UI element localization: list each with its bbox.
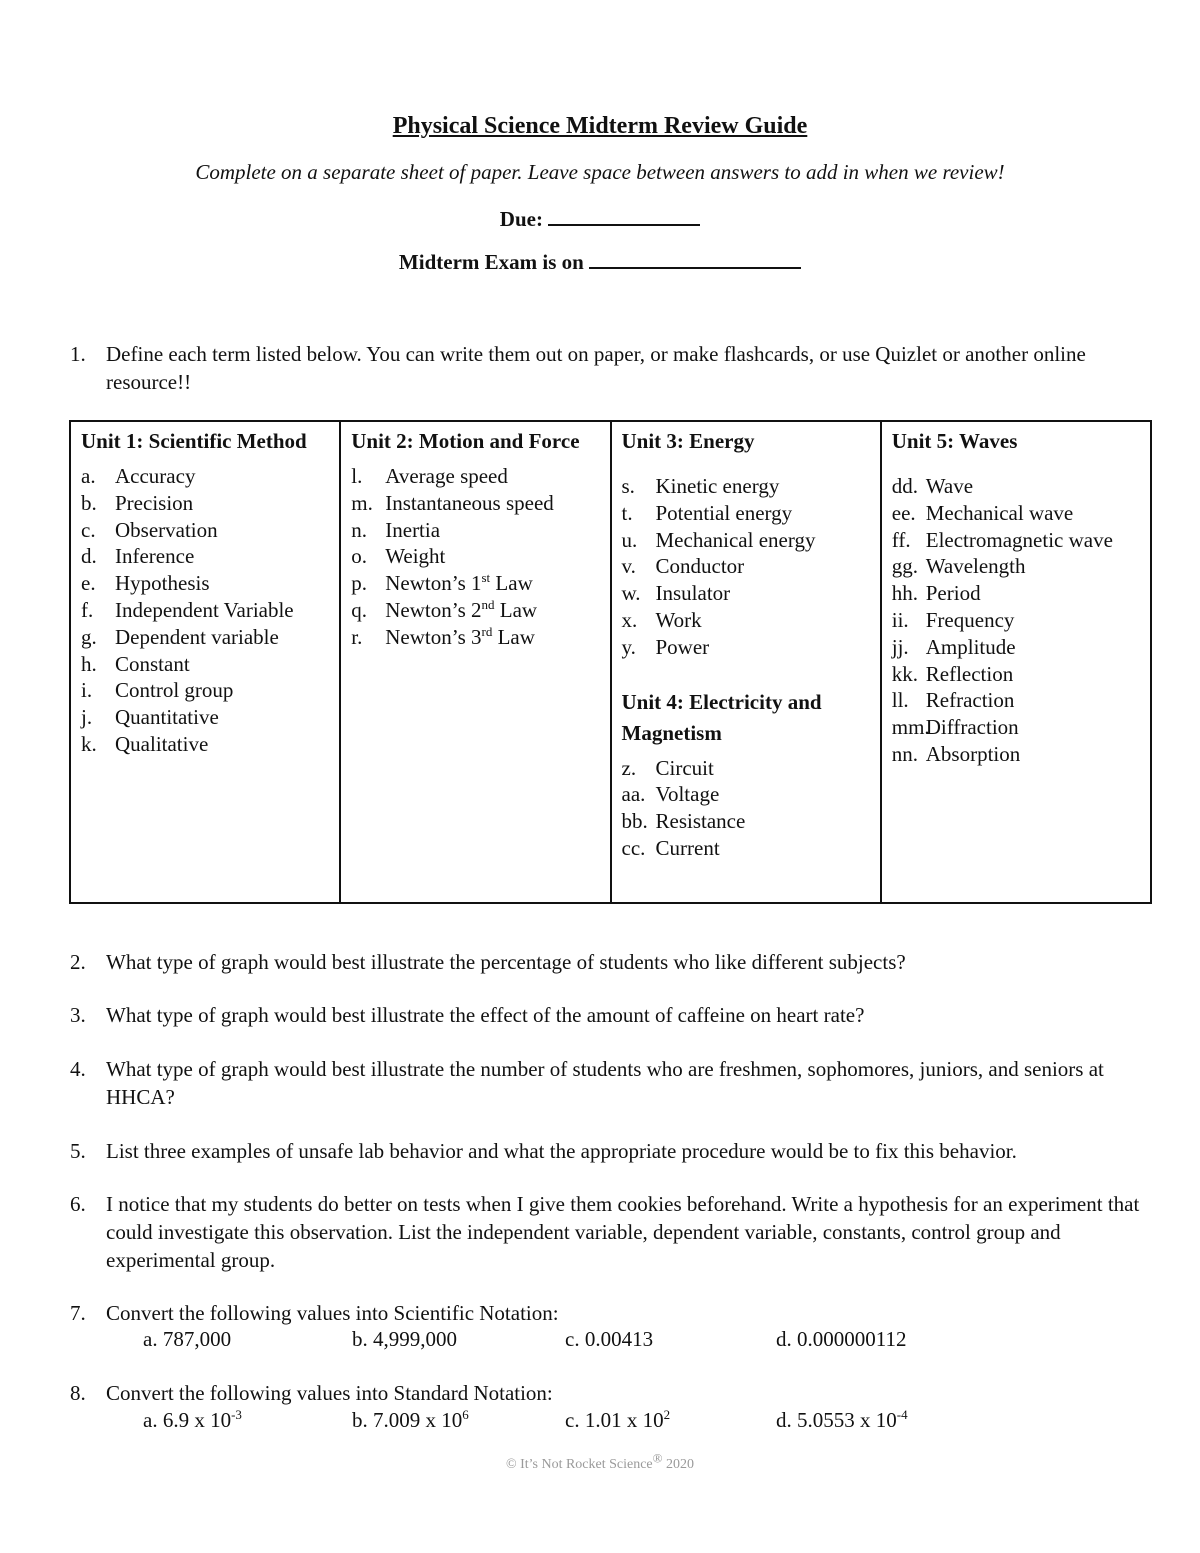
q7-item-d: d. 0.000000112	[776, 1327, 907, 1351]
term-text: Mechanical wave	[925, 500, 1074, 525]
term-item	[81, 677, 329, 704]
ordinal-suffix: nd	[481, 596, 495, 612]
term-text-suffix: Law	[492, 624, 535, 649]
q8-item-a	[143, 1408, 242, 1433]
unit-3-list	[622, 473, 870, 661]
term-text: Precision	[115, 490, 194, 515]
unit-2-list	[351, 463, 599, 651]
question-number: 7.	[70, 1301, 86, 1325]
term-item	[81, 570, 329, 597]
term-item	[81, 651, 329, 678]
term-item	[622, 500, 870, 527]
term-letter: w.	[621, 581, 641, 606]
q8-a-base: a. 6.9 x 10	[143, 1408, 232, 1432]
term-letter: y.	[621, 634, 636, 659]
term-text: Newton’s 3	[385, 624, 482, 649]
term-item	[351, 543, 599, 570]
term-item	[81, 597, 329, 624]
term-item	[892, 500, 1140, 527]
term-letter: c.	[81, 517, 96, 542]
term-letter: k.	[81, 731, 97, 756]
q8-c-base: c. 1.01 x 10	[565, 1408, 664, 1432]
term-item	[81, 517, 329, 544]
term-letter: i.	[81, 678, 93, 703]
term-letter: s.	[621, 474, 635, 498]
term-letter: e.	[81, 571, 96, 596]
term-letter: nn.	[891, 741, 918, 766]
term-text: Conductor	[655, 554, 745, 579]
unit-1-list	[81, 463, 329, 758]
ordinal-suffix: st	[481, 570, 491, 586]
question-number: 4.	[70, 1057, 86, 1081]
question-6	[70, 1190, 1150, 1274]
question-text: I notice that my students do better on tests when I give them cookies beforehand. Write a hypothesis for an experiment that could investigate this observation. List the independent variable, dependent variable, constants, control group and experimental group.	[106, 1192, 1140, 1272]
term-letter: m.	[351, 490, 373, 515]
unit-terms-table	[69, 420, 1152, 904]
term-text: Wave	[925, 474, 974, 498]
term-item	[892, 714, 1140, 741]
term-item	[892, 607, 1140, 634]
term-text-suffix: Law	[494, 597, 538, 622]
due-line	[0, 204, 1200, 232]
term-letter: u.	[621, 527, 638, 552]
term-item	[892, 527, 1140, 554]
question-text: Convert the following values into Standard Notation:	[106, 1381, 553, 1405]
term-item	[622, 580, 870, 607]
unit-4-list	[622, 755, 870, 862]
term-text: Quantitative	[115, 705, 219, 730]
term-text: Control group	[115, 678, 234, 703]
question-8	[70, 1379, 1150, 1407]
term-item	[622, 473, 870, 500]
unit-5-title: Unit 5: Waves	[891, 429, 1018, 453]
term-text: Potential energy	[655, 500, 793, 525]
instructions: Complete on a separate sheet of paper. Leave space between answers to add in when we review!	[195, 160, 1005, 184]
term-letter: f.	[81, 597, 94, 622]
question-text: What type of graph would best illustrate the effect of the amount of caffeine on heart rate?	[106, 1003, 865, 1027]
term-item	[892, 580, 1140, 607]
term-item	[351, 624, 599, 651]
question-4	[70, 1055, 1150, 1111]
term-text-suffix: Law	[490, 571, 533, 596]
term-letter: g.	[81, 624, 97, 649]
question-text: List three examples of unsafe lab behavior and what the appropriate procedure would be to fix this behavior.	[106, 1139, 1017, 1163]
exam-line	[0, 247, 1200, 275]
term-text: Frequency	[925, 607, 1015, 632]
term-text: Power	[655, 634, 710, 659]
footer-year: 2020	[662, 1457, 695, 1472]
term-letter: aa.	[621, 782, 646, 807]
term-item	[81, 704, 329, 731]
term-item	[81, 624, 329, 651]
question-text: What type of graph would best illustrate the number of students who are freshmen, sophomores, juniors, and seniors at HHCA?	[106, 1057, 1104, 1109]
term-letter: ff.	[891, 527, 911, 552]
term-text: Newton’s 1	[385, 571, 482, 596]
term-item	[81, 490, 329, 517]
term-text: Reflection	[925, 661, 1014, 686]
question-5	[70, 1137, 1150, 1165]
term-item	[81, 463, 329, 490]
term-text: Diffraction	[925, 715, 1019, 740]
question-text: Define each term listed below. You can write them out on paper, or make flashcards, or use Quizlet or another online resource!!	[106, 342, 1086, 394]
term-item	[892, 634, 1140, 661]
unit-3-title: Unit 3: Energy	[621, 429, 755, 453]
term-text: Electromagnetic wave	[925, 527, 1113, 552]
term-text: Wavelength	[925, 554, 1026, 579]
exam-label: Midterm Exam is on	[398, 250, 584, 274]
term-letter: o.	[351, 544, 367, 569]
q8-b-base: b. 7.009 x 10	[352, 1408, 463, 1432]
term-item	[351, 463, 599, 490]
unit-1-cell	[70, 421, 340, 903]
term-item	[351, 597, 599, 624]
term-letter: t.	[621, 500, 633, 525]
term-text: Refraction	[925, 688, 1015, 713]
term-letter: dd.	[891, 474, 918, 498]
q8-b-exponent: 6	[462, 1407, 469, 1422]
term-item	[892, 553, 1140, 580]
page-title: Physical Science Midterm Review Guide	[392, 113, 808, 139]
term-text: Inertia	[385, 517, 441, 542]
term-item	[351, 570, 599, 597]
q7-item-c: c. 0.00413	[565, 1327, 654, 1351]
term-item	[622, 781, 870, 808]
unit-3-4-cell	[611, 421, 881, 903]
term-letter: ll.	[891, 688, 909, 713]
term-letter: d.	[81, 544, 97, 569]
term-text: Amplitude	[925, 634, 1016, 659]
term-text: Qualitative	[115, 731, 209, 756]
term-letter: ee.	[891, 500, 916, 525]
copyright-footer	[0, 1450, 1200, 1473]
q8-a-exponent: -3	[231, 1407, 242, 1422]
question-text: Convert the following values into Scientific Notation:	[106, 1301, 559, 1325]
q8-item-d	[776, 1408, 908, 1433]
exam-blank	[589, 247, 801, 269]
term-text: Weight	[385, 544, 446, 569]
question-number: 5.	[70, 1139, 86, 1163]
term-letter: v.	[621, 554, 636, 579]
term-text: Mechanical energy	[655, 527, 816, 552]
term-item	[81, 731, 329, 758]
term-text: Average speed	[385, 464, 508, 488]
question-text: What type of graph would best illustrate the percentage of students who like different subjects?	[106, 950, 906, 974]
term-letter: z.	[621, 755, 637, 780]
unit-4-title: Unit 4: Electricity and Magnetism	[621, 689, 822, 745]
question-3	[70, 1001, 1150, 1029]
footer-text: © It’s Not Rocket Science	[505, 1457, 653, 1472]
term-text: Resistance	[655, 809, 746, 834]
term-item	[892, 687, 1140, 714]
term-letter: n.	[351, 517, 367, 542]
term-letter: cc.	[621, 835, 646, 860]
term-letter: h.	[81, 651, 97, 676]
term-text: Insulator	[655, 581, 731, 606]
term-text: Accuracy	[115, 464, 196, 488]
term-item	[622, 835, 870, 862]
term-item	[892, 741, 1140, 768]
term-text: Period	[925, 581, 981, 606]
term-item	[622, 607, 870, 634]
term-text: Constant	[115, 651, 190, 676]
q7-item-a: a. 787,000	[143, 1327, 232, 1351]
term-item	[351, 490, 599, 517]
q7-item-b: b. 4,999,000	[352, 1327, 457, 1351]
term-letter: mm.	[891, 715, 930, 740]
due-label: Due:	[499, 207, 543, 231]
term-letter: hh.	[891, 581, 918, 606]
term-text: Independent Variable	[115, 597, 294, 622]
term-letter: ii.	[891, 607, 909, 632]
unit-2-title: Unit 2: Motion and Force	[351, 429, 580, 453]
term-text: Work	[655, 607, 702, 632]
term-letter: bb.	[621, 809, 648, 834]
term-item	[622, 527, 870, 554]
term-letter: l.	[351, 464, 363, 488]
question-2	[70, 948, 1150, 976]
term-text: Instantaneous speed	[385, 490, 554, 515]
term-letter: b.	[81, 490, 97, 515]
term-item	[351, 517, 599, 544]
question-number: 2.	[70, 950, 86, 974]
term-text: Circuit	[655, 755, 714, 780]
term-letter: j.	[81, 705, 93, 730]
term-text: Observation	[115, 517, 218, 542]
term-letter: a.	[81, 464, 96, 488]
term-text: Inference	[115, 544, 195, 569]
question-number: 3.	[70, 1003, 86, 1027]
question-number: 8.	[70, 1381, 86, 1405]
term-item	[892, 473, 1140, 500]
question-1	[70, 340, 1150, 396]
unit-5-cell	[881, 421, 1151, 903]
due-blank	[548, 204, 700, 226]
term-text: Voltage	[655, 782, 720, 807]
q8-c-exponent: 2	[663, 1407, 671, 1422]
question-number: 1.	[70, 342, 86, 366]
q8-d-base: d. 5.0553 x 10	[776, 1408, 897, 1432]
term-letter: r.	[351, 624, 363, 649]
term-text: Dependent variable	[115, 624, 279, 649]
term-item	[622, 634, 870, 661]
term-text: Current	[655, 835, 720, 860]
term-letter: q.	[351, 597, 367, 622]
unit-2-cell	[340, 421, 610, 903]
term-item	[81, 543, 329, 570]
term-text: Absorption	[925, 741, 1021, 766]
term-letter: p.	[351, 571, 367, 596]
footer-mark: ®	[652, 1450, 663, 1466]
term-letter: gg.	[891, 554, 918, 579]
question-7	[70, 1299, 1150, 1327]
term-letter: jj.	[891, 634, 909, 659]
q8-item-b	[352, 1408, 469, 1433]
term-text: Newton’s 2	[385, 597, 482, 622]
question-number: 6.	[70, 1192, 86, 1216]
unit-5-list	[892, 473, 1140, 768]
term-text: Hypothesis	[115, 571, 210, 596]
term-item	[622, 755, 870, 782]
term-item	[622, 808, 870, 835]
term-item	[622, 553, 870, 580]
term-item	[892, 661, 1140, 688]
term-letter: x.	[621, 607, 638, 632]
term-letter: kk.	[891, 661, 918, 686]
term-text: Kinetic energy	[655, 474, 780, 498]
q8-d-exponent: -4	[896, 1407, 908, 1422]
unit-1-title: Unit 1: Scientific Method	[81, 429, 307, 453]
ordinal-suffix: rd	[481, 623, 493, 639]
q8-item-c	[565, 1408, 670, 1433]
